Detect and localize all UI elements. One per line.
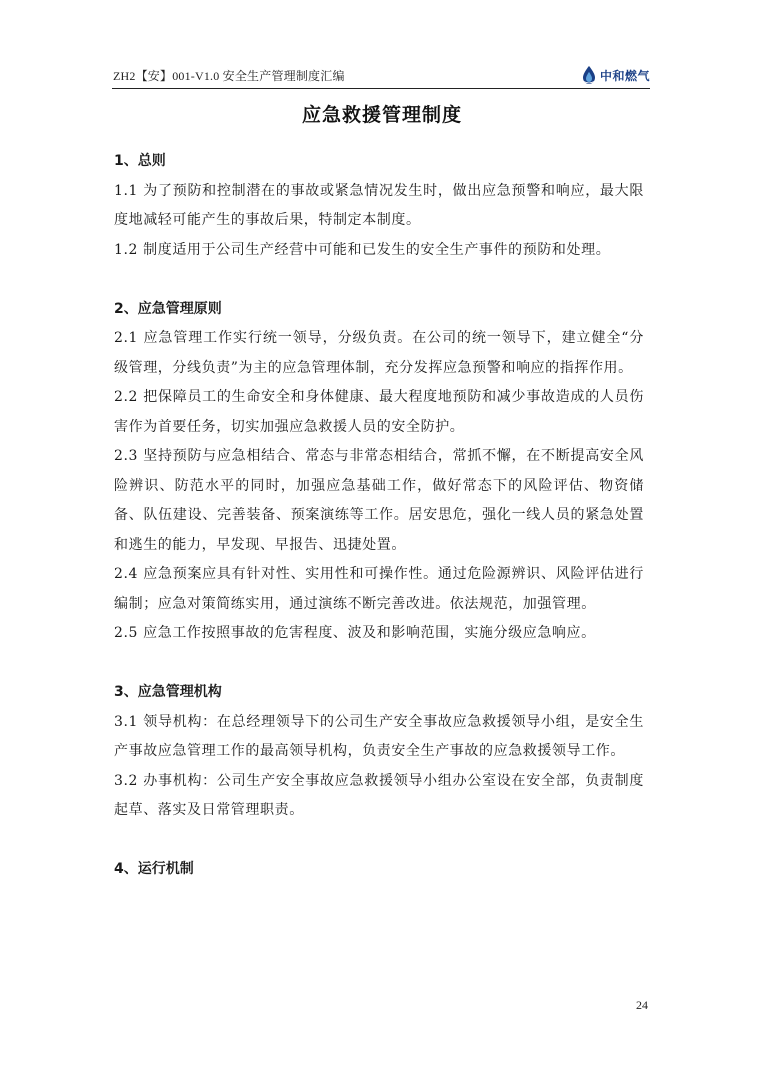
paragraph: 2.3 坚持预防与应急相结合、常态与非常态相结合，常抓不懈，在不断提高安全风险辨识、防范水平的同时，加强应急基础工作，做好常态下的风险评估、物资储备、队伍建设、完善装备、预案演练等工作。居安思危，强化一线人员的紧急处置和逃生的能力，早发现、早报告、迅捷处置。 bbox=[114, 448, 644, 553]
paragraph: 2.5 应急工作按照事故的危害程度、波及和影响范围，实施分级应急响应。 bbox=[114, 625, 596, 641]
paragraph: 1.1 为了预防和控制潜在的事故或紧急情况发生时，做出应急预警和响应，最大限度地减轻可能产生的事故后果，特制定本制度。 bbox=[114, 182, 644, 228]
company-logo bbox=[581, 65, 650, 85]
paragraph: 3.2 办事机构：公司生产安全事故应急救援领导小组办公室设在安全部，负责制度起草、落实及日常管理职责。 bbox=[114, 772, 644, 818]
section-3 bbox=[114, 678, 644, 826]
section-heading: 2、应急管理原则 bbox=[114, 300, 222, 317]
section-4 bbox=[114, 855, 644, 885]
section-spacer bbox=[114, 826, 644, 856]
paragraph: 2.2 把保障员工的生命安全和身体健康、最大程度地预防和减少事故造成的人员伤害作为首要任务，切实加强应急救援人员的安全防护。 bbox=[114, 389, 644, 435]
page-title: 应急救援管理制度 bbox=[301, 104, 462, 126]
header-doc-code: ZH2【安】001-V1.0 安全生产管理制度汇编 bbox=[113, 69, 345, 83]
page-header bbox=[112, 58, 650, 89]
section-1 bbox=[114, 147, 644, 265]
paragraph: 3.1 领导机构：在总经理领导下的公司生产安全事故应急救援领导小组，是安全生产事故应急管理工作的最高领导机构，负责安全生产事故的应急救援领导工作。 bbox=[114, 713, 644, 759]
section-heading: 1、总则 bbox=[114, 153, 166, 169]
paragraph: 2.1 应急管理工作实行统一领导，分级负责。在公司的统一领导下，建立健全“分级管理，分线负责”为主的应急管理体制，充分发挥应急预警和响应的指挥作用。 bbox=[114, 330, 644, 376]
document-body bbox=[114, 147, 644, 885]
section-heading: 4、运行机制 bbox=[114, 861, 194, 877]
section-heading: 3、应急管理机构 bbox=[114, 684, 222, 700]
paragraph: 2.4 应急预案应具有针对性、实用性和可操作性。通过危险源辨识、风险评估进行编制；应急对策简练实用，通过演练不断完善改进。依法规范，加强管理。 bbox=[114, 566, 644, 612]
paragraph: 1.2 制度适用于公司生产经营中可能和已发生的安全生产事件的预防和处理。 bbox=[114, 241, 611, 258]
section-spacer bbox=[114, 649, 644, 679]
flame-drop-icon bbox=[581, 65, 597, 85]
section-spacer bbox=[114, 265, 644, 295]
section-2 bbox=[114, 295, 644, 649]
page-number: 24 bbox=[636, 998, 648, 1012]
logo-text: 中和燃气 bbox=[599, 68, 650, 83]
